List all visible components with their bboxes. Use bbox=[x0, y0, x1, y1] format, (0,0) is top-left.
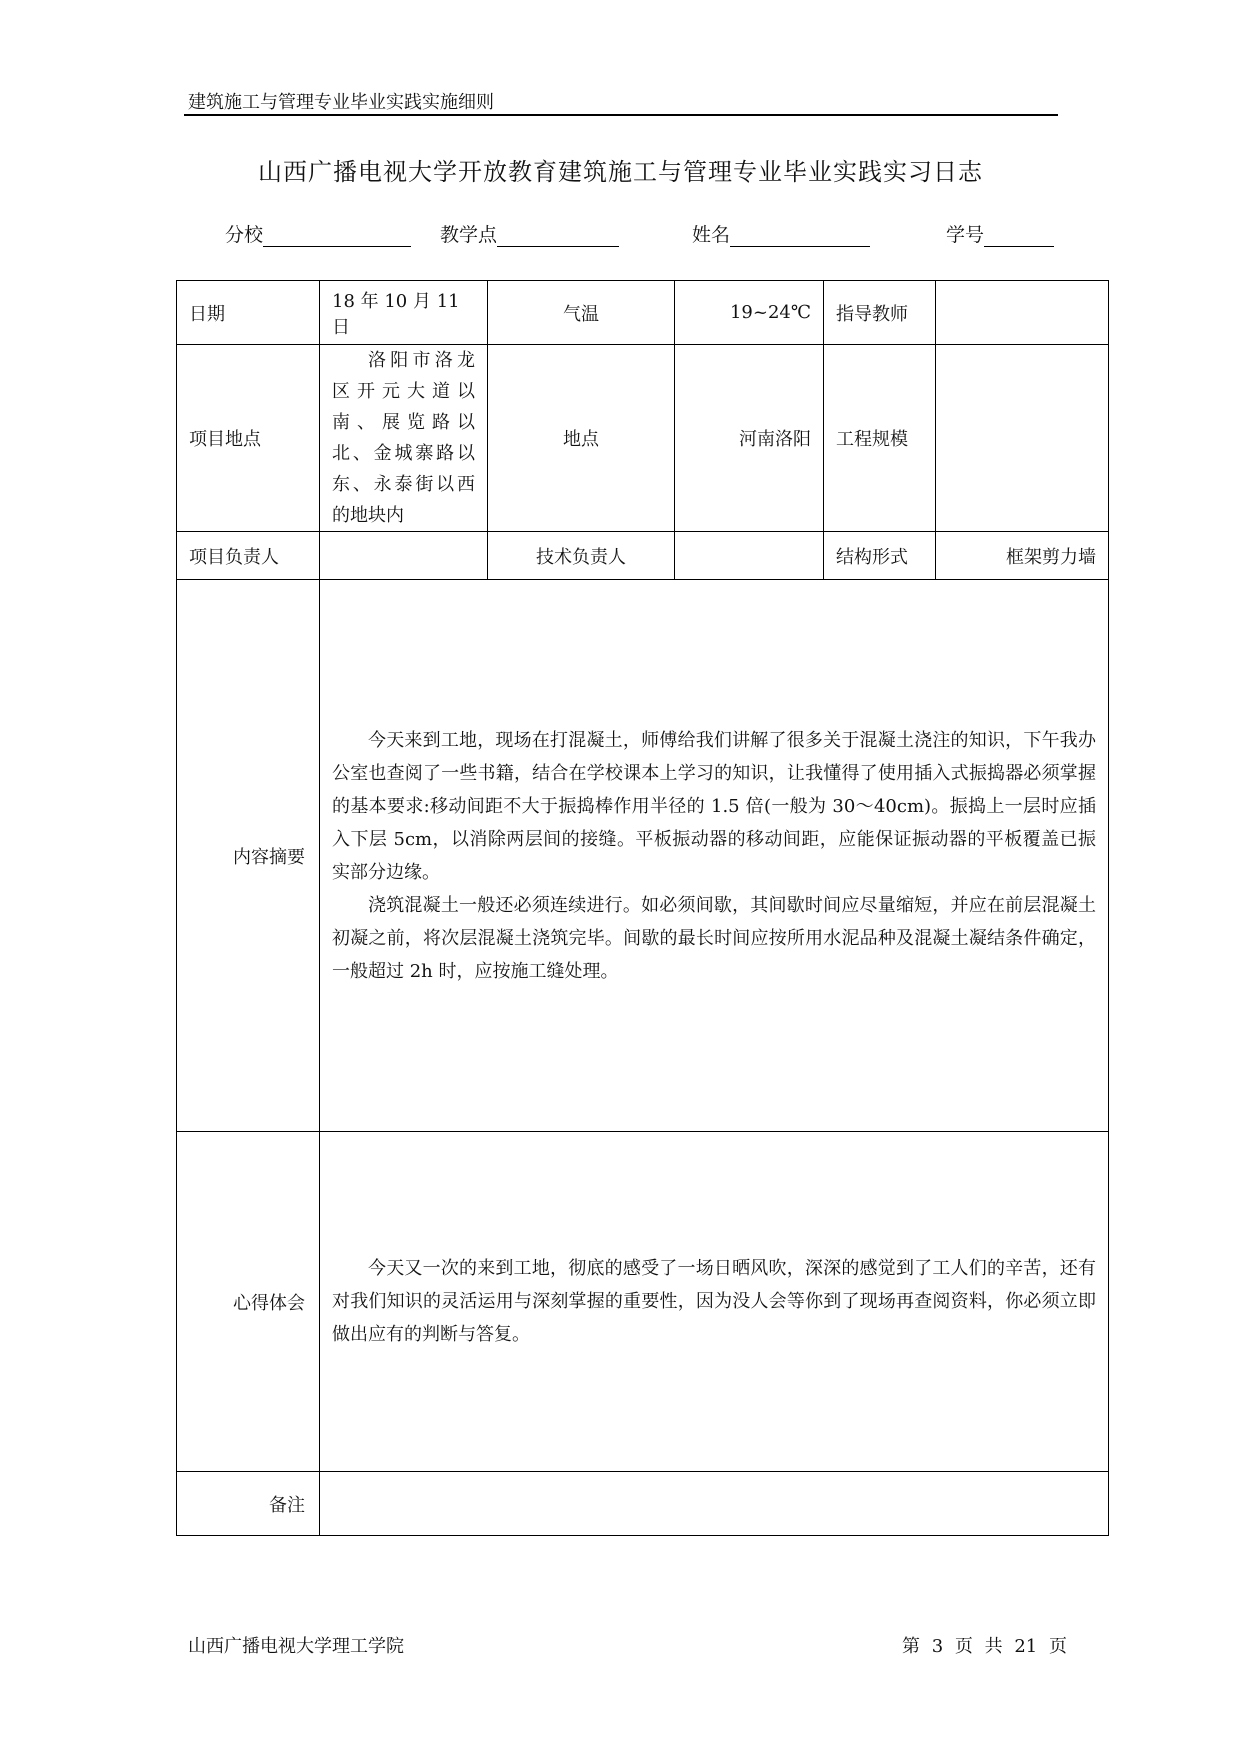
footer-institution: 山西广播电视大学理工学院 bbox=[188, 1636, 404, 1657]
tech-label: 技术负责人 bbox=[488, 532, 675, 580]
structure-value[interactable]: 框架剪力墙 bbox=[936, 532, 1109, 580]
name-label: 姓名 bbox=[692, 224, 731, 246]
table-row bbox=[177, 1132, 1109, 1472]
teaching-point-blank[interactable] bbox=[497, 226, 619, 247]
reflection-paragraph: 今天又一次的来到工地，彻底的感受了一场日晒风吹，深深的感觉到了工人们的辛苦，还有对我们知识的灵活运用与深刻掌握的重要性，因为没人会等你到了现场再查阅资料，你必须立即做出应有的判断与答复。 bbox=[332, 1258, 1096, 1345]
running-header: 建筑施工与管理专业毕业实践实施细则 bbox=[188, 92, 494, 113]
manager-label: 项目负责人 bbox=[177, 532, 320, 580]
site-label: 项目地点 bbox=[177, 345, 320, 532]
remarks-value[interactable] bbox=[320, 1472, 1109, 1536]
structure-label: 结构形式 bbox=[824, 532, 936, 580]
table-row bbox=[177, 281, 1109, 345]
table-row bbox=[177, 1472, 1109, 1536]
remarks-label: 备注 bbox=[177, 1472, 320, 1536]
branch-label: 分校 bbox=[225, 224, 264, 246]
teaching-point-label: 教学点 bbox=[440, 224, 498, 246]
page-title: 山西广播电视大学开放教育建筑施工与管理专业毕业实践实习日志 bbox=[258, 158, 983, 186]
instructor-value[interactable] bbox=[936, 281, 1109, 345]
reflection-content[interactable] bbox=[320, 1132, 1109, 1472]
location-label: 地点 bbox=[488, 345, 675, 532]
header-rule bbox=[184, 114, 1058, 116]
name-field bbox=[692, 220, 870, 247]
tech-value[interactable] bbox=[675, 532, 824, 580]
footer-page-info: 第 3 页 共 21 页 bbox=[902, 1636, 1067, 1657]
teaching-point-field bbox=[440, 220, 619, 247]
reflection-label: 心得体会 bbox=[177, 1132, 320, 1472]
scale-label: 工程规模 bbox=[824, 345, 936, 532]
temp-value[interactable]: 19~24℃ bbox=[675, 281, 824, 345]
summary-label: 内容摘要 bbox=[177, 580, 320, 1132]
summary-paragraph: 今天来到工地，现场在打混凝土，师傅给我们讲解了很多关于混凝土浇注的知识，下午我办公室也查阅了一些书籍，结合在学校课本上学习的知识，让我懂得了使用插入式振捣器必须掌握的基本要求:移动间距不大于振捣棒作用半径的 1.5 倍(一般为 30～40cm)。振捣上一层时应插入下层 5cm，以消除两层间的接缝。平板振动器的移动间距，应能保证振动器的平板覆盖已振实部分边缘。 bbox=[332, 729, 1096, 883]
manager-value[interactable] bbox=[320, 532, 488, 580]
location-value[interactable]: 河南洛阳 bbox=[675, 345, 824, 532]
summary-paragraph: 浇筑混凝土一般还必须连续进行。如必须间歇，其间歇时间应尽量缩短，并应在前层混凝土初凝之前，将次层混凝土浇筑完毕。间歇的最长时间应按所用水泥品种及混凝土凝结条件确定，一般超过 2h 时，应按施工缝处理。 bbox=[332, 894, 1096, 982]
student-id-label: 学号 bbox=[946, 224, 985, 246]
date-label: 日期 bbox=[177, 281, 320, 345]
table-row bbox=[177, 532, 1109, 580]
instructor-label: 指导教师 bbox=[824, 281, 936, 345]
date-value[interactable]: 18 年 10 月 11 日 bbox=[320, 281, 488, 345]
branch-blank[interactable] bbox=[263, 226, 411, 247]
table-row bbox=[177, 580, 1109, 1132]
name-blank[interactable] bbox=[730, 226, 870, 247]
practice-log-table bbox=[176, 280, 1109, 1536]
scale-value[interactable] bbox=[936, 345, 1109, 532]
student-id-blank[interactable] bbox=[984, 226, 1054, 247]
site-value[interactable]: 洛阳市洛龙区开元大道以南、展览路以北、金城寨路以东、永泰街以西的地块内 bbox=[320, 345, 488, 532]
branch-field bbox=[225, 220, 411, 247]
student-id-field bbox=[946, 220, 1054, 247]
table-row bbox=[177, 345, 1109, 532]
summary-content[interactable] bbox=[320, 580, 1109, 1132]
temp-label: 气温 bbox=[488, 281, 675, 345]
